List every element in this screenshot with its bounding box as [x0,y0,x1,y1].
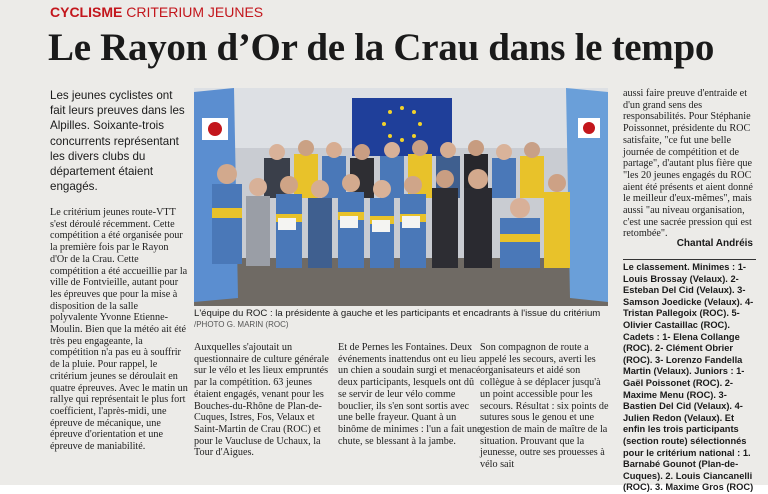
column-5-text: aussi faire preuve d'entraide et d'un grand sens des responsabilités. Pour Stéphanie Poissonnet, présidente du ROC satisfaite, "ce fut une belle journée de compétition et de partage", d'autant plus fière que "les 20 jeunes engagés du ROC aient été présents et aient donné le meilleur d'eux-mêmes", mais aussi "au niveau organisation, c'est une sacrée pression qui est retombée". [623,88,753,240]
column-1-text: Le critérium jeunes route-VTT s'est déroulé récemment. Cette compétition a été organisée pour la première fois par le Rayon d'Or de la Crau. Cette compétition a été accueillie par la ville de Fontvieille, autant pour les épreuves que pour la mise à disposition de la salle polyvalente Yvonne Etienne-Moulin. Bien que la météo ait été très peu engageante, la compétition n'a pas eu à souffrir de la pluie. Pour rappel, le critérium jeunes se déroulait en quatre épreuves. Avec le matin un rallye qui représentait le plus fort coefficient, l'après-midi, une épreuve de mécanique, une épreuve d'orientation et une épreuve de maniabilité. [50,207,188,453]
section-kicker [50,4,263,20]
article-headline: Le Rayon d’Or de la Crau dans le tempo [48,26,715,69]
author-signature: Chantal Andréis [676,238,753,249]
kicker-section: CYCLISME [50,4,123,20]
kicker-topic: CRITERIUM JEUNES [126,4,264,20]
article-column-4 [480,342,612,471]
results-box: Le classement. Minimes : 1- Louis Brossay (Velaux). 2- Esteban Del Cid (Velaux). 3- Samson Joedicke (Velaux). 4- Tristan Pallegoix (ROC). 5- Olivier Castaillac (ROC). Cadets : 1- Elena Collange (ROC). 2- Clément Obrier (ROC). 3- Lorenzo Fandella Martin (Velaux). Juniors : 1- Gaël Poissonet (ROC). 2- Maxime Menu (ROC). 3- Bastien Del Cid (Velaux). 4- Julien Redon (Velaux). Et enfin les trois participants (section route) sélectionnés pour le critérium national : 1. Barnabé Gounot (Plan-de-Cuques). 2. Louis Ciancanelli (ROC). 3. Maxime Gros (ROC) [623,259,756,494]
column-3-text: Et de Pernes les Fontaines. Deux événements inattendus ont eu lieu : un chien a soudain surgi et menacé deux participants, lesquels ont dû se servir de leur vélo comme bouclier, ils s'en sont sortis avec une belle frayeur. Quant à un binôme de minimes : l'un a fait une chute, se blessant à la jambe. [338,342,482,447]
column-2-text: Auxquelles s'ajoutait un questionnaire de culture générale sur le vélo et les lieux empruntés par la compétition. 63 jeunes étaient engagés, venant pour les Bouches-du-Rhône de Plan-de-Cuques, Istres, Fos, Velaux et Saint-Martin de Crau (ROC) et pour le Vaucluse de Uchaux, la Tour d'Aigues. [194,342,329,459]
article-column-2 [194,342,336,459]
team-photo [194,88,608,306]
article-intro: Les jeunes cyclistes ont fait leurs preuves dans les Alpilles. Soixante-trois concurrents représentant les divers clubs du département étaient engagés. [50,89,185,194]
article-column-5 [623,88,755,240]
article-column-3 [338,342,483,447]
column-4-text: Son compagnon de route a appelé les secours, averti les organisateurs et aidé son collègue à se déplacer jusqu'à un point accessible pour les secours. Résultat : six points de sutures sous le genou et une gestion de main de maître de la situation. Prouvant que la jeunesse, outre ses prouesses à vélo sait [480,342,609,471]
photo-credit: /PHOTO G. MARIN (ROC) [194,320,289,329]
article-column-1 [50,207,188,453]
team-photo-illustration [194,88,608,306]
photo-caption: L'équipe du ROC : la présidente à gauche et les participants et encadrants à l'issue du critérium [194,308,601,319]
